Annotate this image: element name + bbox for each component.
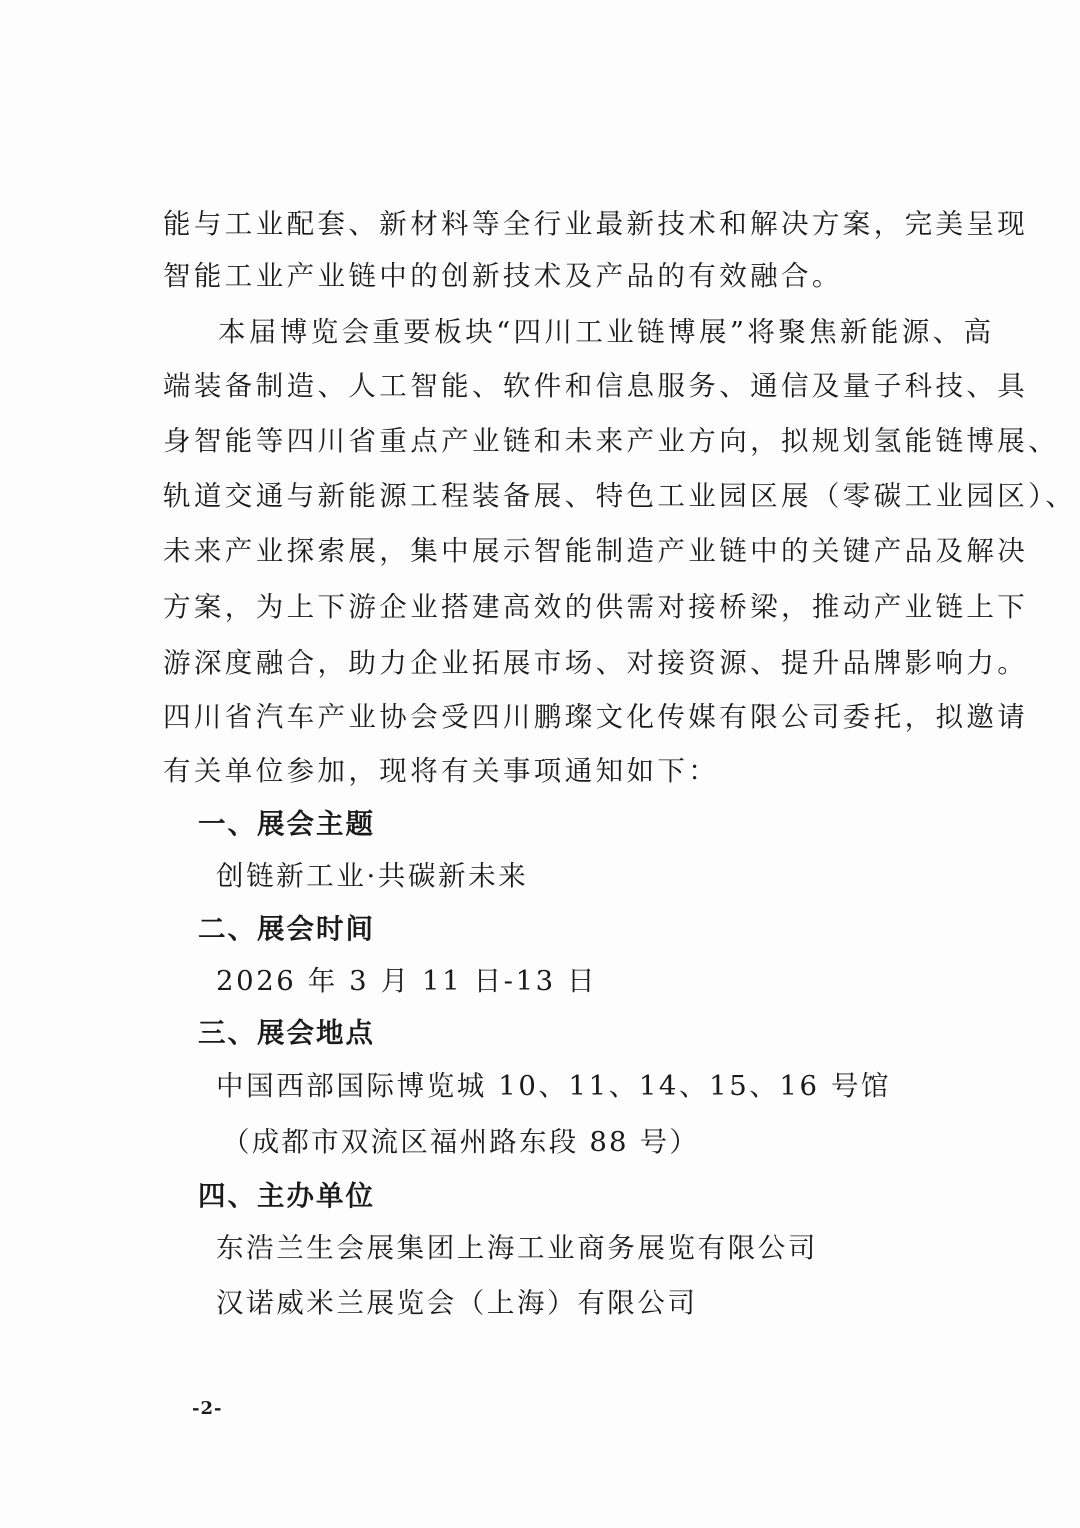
body-text-line: 轨道交通与新能源工程装备展、特色工业园区展（零碳工业园区）、	[163, 480, 1077, 512]
section-heading-time: 二、展会时间	[198, 913, 375, 945]
section-heading-theme: 一、展会主题	[198, 808, 375, 840]
body-text-line: 智能工业产业链中的创新技术及产品的有效融合。	[163, 260, 843, 292]
body-text-line: 端装备制造、人工智能、软件和信息服务、通信及量子科技、具	[163, 370, 1029, 402]
body-text-line: 四川省汽车产业协会受四川鹏璨文化传媒有限公司委托，拟邀请	[163, 701, 1029, 733]
section-item-theme: 创链新工业·共碳新未来	[216, 860, 529, 892]
body-text-line: 未来产业探索展，集中展示智能制造产业链中的关键产品及解决	[163, 535, 1029, 567]
section-item-venue-address: （成都市双流区福州路东段 88 号）	[222, 1126, 700, 1158]
body-text-line: 有关单位参加，现将有关事项通知如下：	[163, 755, 720, 787]
body-text-line: 游深度融合，助力企业拓展市场、对接资源、提升品牌影响力。	[163, 647, 1029, 679]
section-heading-organizer: 四、主办单位	[198, 1180, 375, 1212]
body-text-line: 能与工业配套、新材料等全行业最新技术和解决方案，完美呈现	[163, 208, 1029, 240]
section-item-venue: 中国西部国际博览城 10、11、14、15、16 号馆	[216, 1070, 892, 1102]
body-text-line: 方案，为上下游企业搭建高效的供需对接桥梁，推动产业链上下	[163, 591, 1029, 623]
section-item-organizer: 汉诺威米兰展览会（上海）有限公司	[216, 1287, 698, 1319]
body-text-line: 本届博览会重要板块“四川工业链博展”将聚焦新能源、高	[218, 316, 995, 348]
section-item-organizer: 东浩兰生会展集团上海工业商务展览有限公司	[216, 1232, 818, 1264]
page-number: -2-	[192, 1398, 223, 1419]
section-item-time: 2026 年 3 月 11 日-13 日	[216, 965, 598, 997]
body-text-line: 身智能等四川省重点产业链和未来产业方向，拟规划氢能链博展、	[163, 425, 1060, 457]
section-heading-venue: 三、展会地点	[198, 1017, 375, 1049]
